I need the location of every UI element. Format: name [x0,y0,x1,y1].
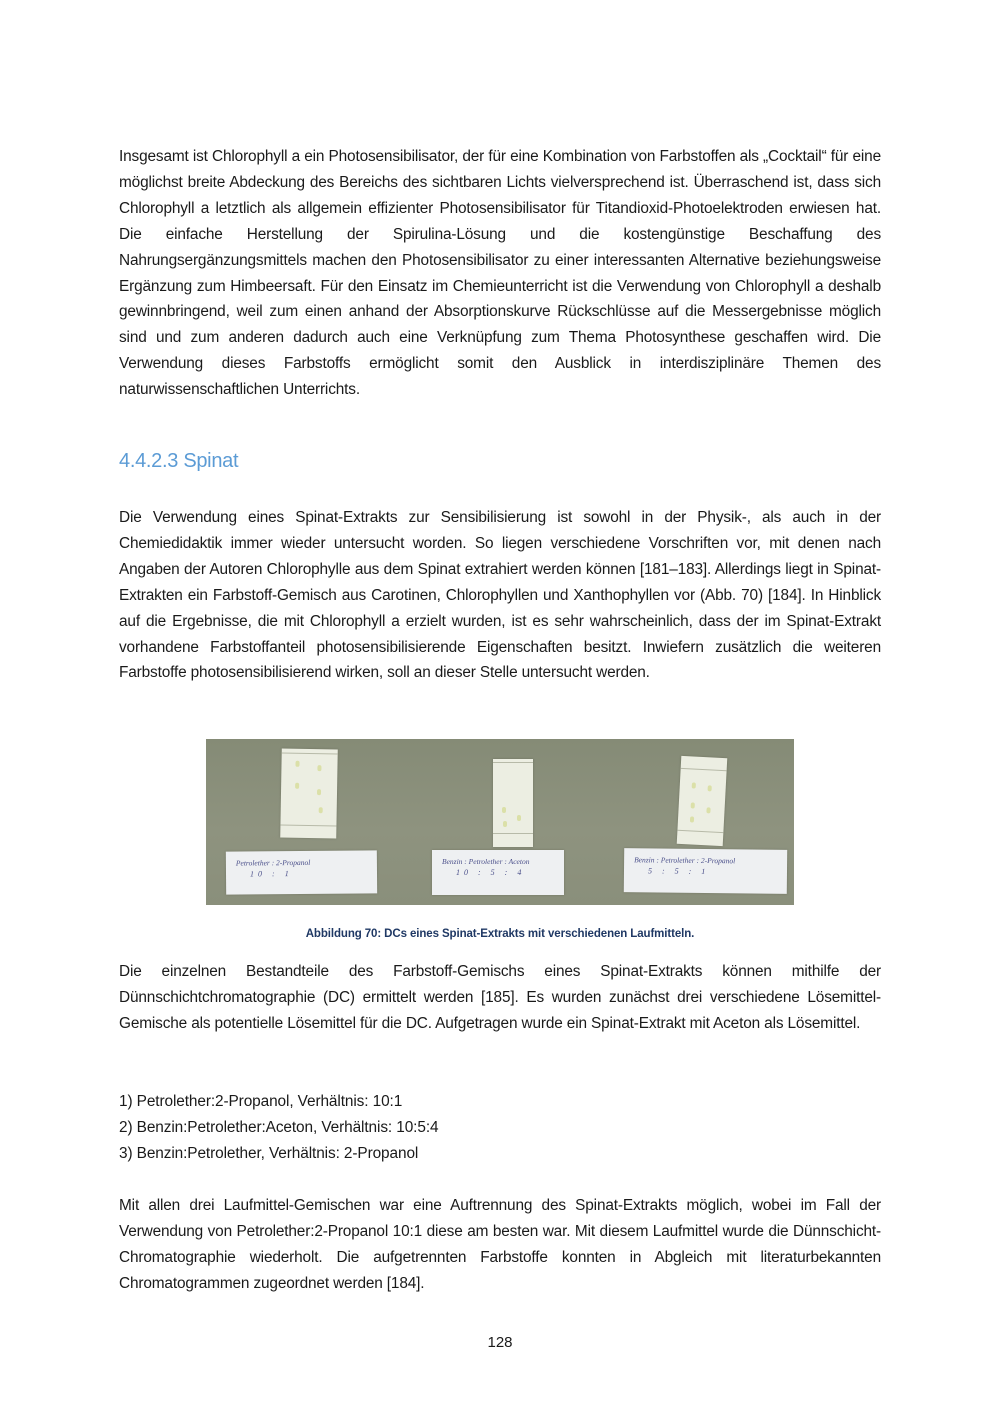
intro-paragraph: Insgesamt ist Chlorophyll a ein Photosensibilisator, der für eine Kombination von Farbstoffen als „Cocktail“ für eine möglichst breite Abdeckung des Bereichs des sichtbaren Lichts vielversprechend ist. Überraschend ist, dass sich Chlorophyll a letztlich als allgemein effizienter Photosensibilisator für Titandioxid-Photoelektroden erwiesen hat. Die einfache Herstellung der Spirulina-Lösung und die kostengünstige Beschaffung des Nahrungsergänzungsmittels machen den Photosensibilisator zu einer interessanten Alternative beziehungsweise Ergänzung zum Himbeersaft. Für den Einsatz im Chemieunterricht ist die Verwendung von Chlorophyll a deshalb gewinnbringend, weil zum einen anhand der Absorptionskurve Rückschlüsse auf die Messergebnisse möglich sind und zum anderen dadurch auch eine Verknüpfung zum Thema Photosynthese geschaffen wird. Die Verwendung dieses Farbstoffs ermöglicht somit den Ausblick in interdisziplinäre Themen des naturwissenschaftlichen Unterrichts. [119,148,881,399]
solvent-label-card-1 [226,850,377,894]
solvent-list-item: 1) Petrolether:2-Propanol, Verhältnis: 10:1 [119,1093,403,1110]
plate-start-line [677,830,723,833]
tlc-spot [503,821,507,827]
solvent-label-card-2 [432,850,564,895]
solvent-list [119,1089,881,1167]
plate-start-line [280,825,336,827]
plate-front-line [493,762,533,763]
tlc-spot [517,815,521,821]
tlc-spot [317,789,321,795]
tlc-spot [691,802,695,808]
solvent-label-text: Benzin : Petrolether : 2-Propanol [634,855,736,866]
tlc-spot [692,782,696,788]
dc-paragraph: Die einzelnen Bestandteile des Farbstoff-Gemischs eines Spinat-Extrakts können mithilfe der Dünnschichtchromatographie (DC) ermittelt werden [185]. Es wurden zunächst drei verschiedene Lösemittel-Gemische als potentielle Lösemittel für die DC. Aufgetragen wurde ein Spinat-Extrakt mit Aceton als Lösemittel. [119,963,881,1032]
tlc-spot [317,765,321,771]
tlc-spot [502,807,506,813]
figure-caption: Abbildung 70: DCs eines Spinat-Extrakts mit verschiedenen Laufmitteln. [305,928,695,940]
spinat-paragraph: Die Verwendung eines Spinat-Extrakts zur Sensibilisierung ist sowohl in der Physik-, als auch in der Chemiedidaktik immer wieder untersucht worden. So liegen verschiedene Vorschriften vor, mit denen nach Angaben der Autoren Chlorophylle aus dem Spinat extrahiert werden können [181–183]. Allerdings liegt in Spinat-Extrakten ein Farbstoff-Gemisch aus Carotinen, Chlorophyllen und Xanthophyllen vor (Abb. 70) [184]. In Hinblick auf die Ergebnisse, die mit Chlorophyll a erzielt wurden, ist es sehr wahrscheinlich, dass der im Spinat-Extrakt vorhandene Farbstoffanteil photosensibilisierende Eigenschaften besitzt. Inwiefern zusätzlich die weiteren Farbstoffe photosensibilisierend wirken, soll an dieser Stelle untersucht werden. [119,509,881,682]
solvent-list-item: 3) Benzin:Petrolether, Verhältnis: 2-Propanol [119,1144,419,1162]
solvent-label-text: Petrolether : 2-Propanol [235,857,311,868]
tlc-spot [708,785,712,791]
result-paragraph: Mit allen drei Laufmittel-Gemischen war eine Auftrennung des Spinat-Extrakts möglich, wobei im Fall der Verwendung von Petrolether:2-Propanol 10:1 diese am besten war. Mit diesem Laufmittel wurde die Dünnschicht-Chromatographie wiederholt. Die aufgetrennten Farbstoffe konnten in Abgleich mit literaturbekannten Chromatogrammen zugeordnet werden [184]. [119,1197,881,1292]
solvent-ratio-text: 5 : 5 : 1 [647,866,710,877]
tlc-plate-1 [280,749,338,839]
section-heading: 4.4.2.3 Spinat [119,450,239,472]
tlc-spot [690,816,694,822]
page-number: 128 [487,1334,513,1351]
solvent-label-text: Benzin : Petrolether : Aceton [442,857,530,866]
tlc-plate-3 [677,756,728,846]
solvent-list-item: 2) Benzin:Petrolether:Aceton, Verhältnis: 10:5:4 [119,1118,439,1136]
plate-front-line [681,768,727,771]
tlc-plate-2 [493,759,533,847]
tlc-spot [295,783,299,789]
plate-front-line [282,753,338,755]
tlc-spot [319,807,323,813]
tlc-spot [706,807,710,813]
figure-tlc-photo [206,739,794,905]
solvent-label-card-3 [624,848,787,894]
plate-start-line [493,833,533,834]
solvent-ratio-text: 10 : 5 : 4 [456,868,526,877]
solvent-ratio-text: 10 : 1 [249,869,293,879]
tlc-spot [295,761,299,767]
